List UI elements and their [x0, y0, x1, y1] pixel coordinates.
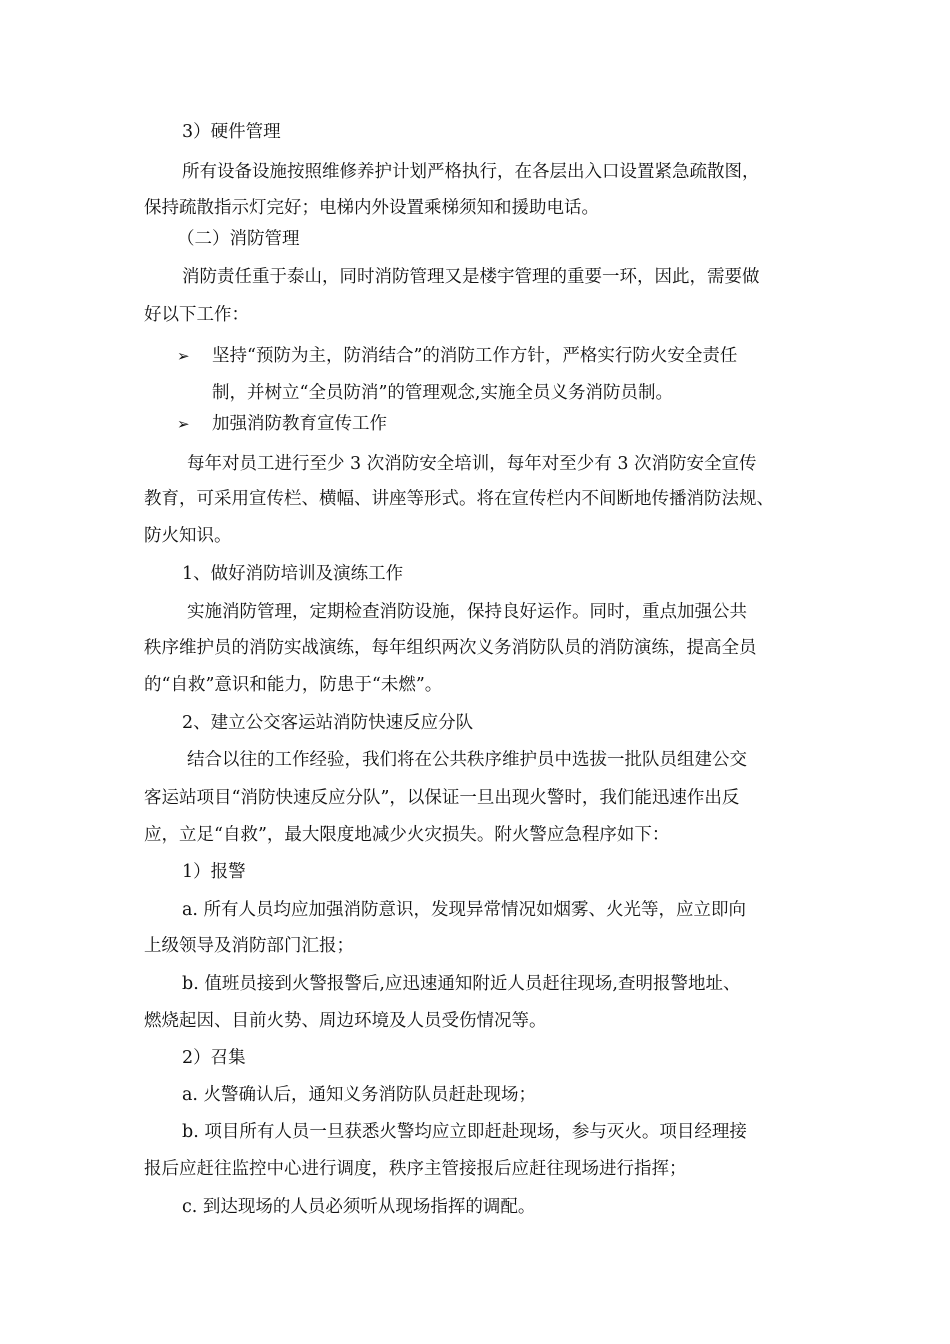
- alarm-b-line-1: b. 值班员接到火警报警后,应迅速通知附近人员赶往现场,查明报警地址、: [182, 974, 741, 994]
- education-line-2: 教育，可采用宣传栏、横幅、讲座等形式。将在宣传栏内不间断地传播消防法规、: [144, 489, 774, 509]
- hardware-line-2: 保持疏散指示灯完好；电梯内外设置乘梯须知和援助电话。: [144, 198, 599, 218]
- assemble-b-line-1: b. 项目所有人员一旦获悉火警均应立即赶赴现场，参与灭火。项目经理接: [182, 1122, 747, 1142]
- bullet-1-line-2: 制，并树立“全员防消”的管理观念,实施全员义务消防员制。: [212, 383, 673, 403]
- bullet-2-line-1: 加强消防教育宣传工作: [212, 414, 387, 434]
- item2-line-3: 应，立足“自救”，最大限度地减少火灾损失。附火警应急程序如下：: [144, 825, 670, 845]
- item2-heading: 2、建立公交客运站消防快速反应分队: [182, 713, 474, 733]
- hardware-heading: 3）硬件管理: [182, 122, 281, 142]
- bullet-arrow-icon: ➢: [177, 347, 190, 365]
- item1-line-1: 实施消防管理，定期检查消防设施，保持良好运作。同时，重点加强公共: [187, 602, 747, 622]
- bullet-arrow-icon: ➢: [177, 415, 190, 433]
- alarm-b-line-2: 燃烧起因、目前火势、周边环境及人员受伤情况等。: [144, 1011, 547, 1031]
- alarm-a-line-2: 上级领导及消防部门汇报；: [144, 936, 354, 956]
- alarm-heading: 1）报警: [182, 862, 246, 882]
- assemble-c-line: c. 到达现场的人员必须听从现场指挥的调配。: [182, 1197, 536, 1217]
- item1-line-3: 的“自救”意识和能力，防患于“未燃”。: [144, 675, 443, 695]
- fire-intro-line-1: 消防责任重于泰山，同时消防管理又是楼宇管理的重要一环，因此，需要做: [182, 267, 760, 287]
- assemble-a-line: a. 火警确认后，通知义务消防队员赶赴现场；: [182, 1085, 537, 1105]
- fire-section-heading: （二）消防管理: [177, 229, 300, 249]
- item2-line-1: 结合以往的工作经验，我们将在公共秩序维护员中选拔一批队员组建公交: [187, 750, 747, 770]
- item1-heading: 1、做好消防培训及演练工作: [182, 564, 404, 584]
- alarm-a-line-1: a. 所有人员均应加强消防意识，发现异常情况如烟雾、火光等，应立即向: [182, 900, 747, 920]
- education-line-3: 防火知识。: [144, 526, 232, 546]
- assemble-b-line-2: 报后应赶往监控中心进行调度，秩序主管接报后应赶往现场进行指挥；: [144, 1159, 687, 1179]
- fire-intro-line-2: 好以下工作：: [144, 305, 249, 325]
- item2-line-2: 客运站项目“消防快速反应分队”，以保证一旦出现火警时，我们能迅速作出反: [144, 788, 740, 808]
- assemble-heading: 2）召集: [182, 1048, 246, 1068]
- bullet-1-line-1: 坚持“预防为主，防消结合”的消防工作方针，严格实行防火安全责任: [212, 346, 738, 366]
- hardware-line-1: 所有设备设施按照维修养护计划严格执行，在各层出入口设置紧急疏散图，: [182, 162, 760, 182]
- education-line-1: 每年对员工进行至少 3 次消防安全培训，每年对至少有 3 次消防安全宣传: [187, 454, 757, 474]
- item1-line-2: 秩序维护员的消防实战演练，每年组织两次义务消防队员的消防演练，提高全员: [144, 638, 757, 658]
